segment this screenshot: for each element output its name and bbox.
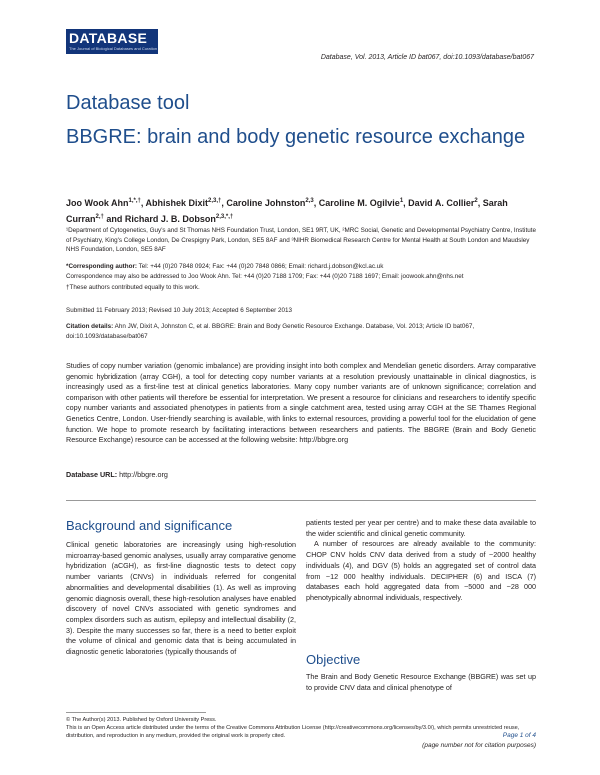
author-name: Caroline Johnston — [226, 198, 306, 208]
author-name: Caroline M. Ogilvie — [318, 198, 400, 208]
submission-dates: Submitted 11 February 2013; Revised 10 July 2013; Accepted 6 September 2013 — [66, 307, 293, 314]
author-affil-sup: 2,3,*,† — [215, 214, 234, 220]
equal-contribution-note: †These authors contributed equally to this work. — [66, 284, 200, 291]
article-type: Database tool — [66, 92, 190, 114]
citation-label: Citation details: — [66, 323, 114, 330]
header-citation: Database, Vol. 2013, Article ID bat067, doi:10.1093/database/bat067 — [320, 54, 534, 61]
abstract: Studies of copy number variation (genomic imbalance) are providing insight into both complex and Mendelian genetic disorders. Array comparative genomic hybridization (array CGH), a tool for detecting copy number variants at a resolution previously unattainable in clinical diagnostics, is increasingly used as a first-line test at clinical genetics laboratories. Many copy number variants are of unknown significance; correlation and comparison with other patients will therefore be essential for interpretation. We present a resource for clinicians and researchers to identify specific copy number variants and associated phenotypes in patients from a single catchment area, tested using array CGH at the SE Thames Regional Genetics Centre, London. User-friendly searching is available, with links to external resources, providing a powerful tool for the elucidation of gene function. We hope to promote research by facilitating interactions between researchers and patients. The BBGRE (Brain and Body Genetic Resource Exchange) resource can be accessed at the following website: http://bbgre.org — [66, 361, 536, 445]
author-list: Joo Wook Ahn$^{1,*,\dagger}$, Abhishek Dixit$^{2,3,\dagger}$, Caroline Johnston$^{2,3}$, Caroline M. Ogilvie$^1$, David A. Collier$^2$, Sarah Curran$^{2,\dagger}$ and Richard J. B. Dobson$^{2,3,*,\dagger}$ — [66, 198, 508, 224]
author-affil-sup: 2,† — [95, 214, 104, 220]
corresponding-text: Tel: +44 (0)20 7848 0924; Fax: +44 (0)20 7848 0866; Email: richard.j.dobson@kcl.ac.uk — [137, 263, 384, 270]
database-url — [66, 470, 168, 479]
database-url-label: Database URL: — [66, 470, 118, 479]
affiliations: ¹Department of Cytogenetics, Guy's and St Thomas NHS Foundation Trust, London, SE1 9RT, UK, ²MRC Social, Genetic and Developmental Psychiatry Centre, Institute of Psychiatry, King's College London, De Crespigny Park, London, SE5 8AF and ³NIHR Biomedical Research Centre for Mental Health at South London and Maudsley NHS Foundation, London, SE5 8AF — [66, 227, 536, 253]
article-title: BBGRE: brain and body genetic resource exchange — [66, 126, 526, 148]
citation-details — [66, 322, 536, 341]
logo-tagline: The Journal of Biological Databases and Curation — [69, 46, 158, 51]
right-column — [306, 518, 536, 604]
background-paragraph: Clinical genetic laboratories are increasingly using high-resolution microarray-based genomic analyses, usually array comparative genome hybridization (aCGH), as first-line diagnostic tests to detect copy number variants (CNVs) in individuals referred for congenital abnormalities and developmental disabilities (1). As well as improving genomic diagnosis overall, these high-resolution analyses have enabled discovery of novel CNVs associated with genetic syndromes and complex disorders such as autism, epilepsy and intellectual disability (2, 3). Despite the many successes so far, there is a need to better exploit the volume of clinical and genomic data that is being accumulated in diagnostic genetic laboratories (typically thousands of — [66, 540, 296, 657]
corresponding-author — [66, 262, 536, 281]
correspondence-line: Correspondence may also be addressed to Joo Wook Ahn. Tel: +44 (0)20 7188 1709; Fax: +44 (0)20 7188 1697; Email: joowook.ahn@nhs.net — [66, 272, 464, 280]
right-paragraph-continued: patients tested per year per centre) and to make these data available to the wider scientific and clinical genetic community. — [306, 518, 536, 538]
author-affil-sup: 2,3 — [305, 198, 314, 204]
author-name: Abhishek Dixit — [145, 198, 209, 208]
page-number: Page 1 of 4 — [502, 732, 536, 739]
author-affil-sup: 1,*,† — [128, 198, 141, 204]
section-divider — [66, 500, 536, 501]
copyright-line: © The Author(s) 2013. Published by Oxford University Press. — [66, 717, 217, 723]
footer-divider — [66, 712, 206, 713]
heading-background: Background and significance — [66, 518, 233, 533]
author-name: Sarah Curran — [66, 198, 508, 224]
author-name: Joo Wook Ahn — [66, 198, 129, 208]
author-name: David A. Collier — [408, 198, 475, 208]
objective-paragraph: The Brain and Body Genetic Resource Exchange (BBGRE) was set up to provide CNV data and clinical phenotype of — [306, 672, 536, 692]
author-affil-sup: 1 — [399, 198, 404, 204]
database-url-link[interactable]: http://bbgre.org — [117, 470, 168, 479]
page-number-note: (page number not for citation purposes) — [422, 742, 536, 749]
author-affil-sup: 2 — [474, 198, 478, 204]
citation-text: Ahn JW, Dixit A, Johnston C, et al. BBGRE: Brain and Body Genetic Resource Exchange. Database, Vol. 2013; Article ID bat067, doi:10.1093/database/bat067 — [66, 323, 475, 340]
author-affil-sup: 2,3,† — [208, 198, 222, 204]
footer-license — [66, 716, 536, 741]
resources-paragraph: A number of resources are already available to the community: CHOP CNV holds CNV data derived from a study of ~2000 healthy individuals (4), and DGV (5) holds an aggregated set of control data from ~12 000 healthy individuals. DECIPHER (6) and ISCA (7) databases each hold aggregated data from ~5000 and ~28 000 phenotypically abnormal individuals, respectively. — [306, 539, 536, 602]
heading-objective: Objective — [306, 652, 361, 667]
corresponding-label: *Corresponding author: — [66, 263, 138, 270]
author-name: Richard J. B. Dobson — [124, 214, 216, 224]
journal-logo — [66, 29, 158, 54]
logo-wordmark: DATABASE — [69, 30, 148, 46]
license-text: This is an Open Access article distributed under the terms of the Creative Commons Attribution License (http://creativecommons.org/licenses/by/3.0/), which permits unrestricted reuse, distribution, and reproduction in any medium, provided the original work is properly cited. — [66, 725, 520, 740]
